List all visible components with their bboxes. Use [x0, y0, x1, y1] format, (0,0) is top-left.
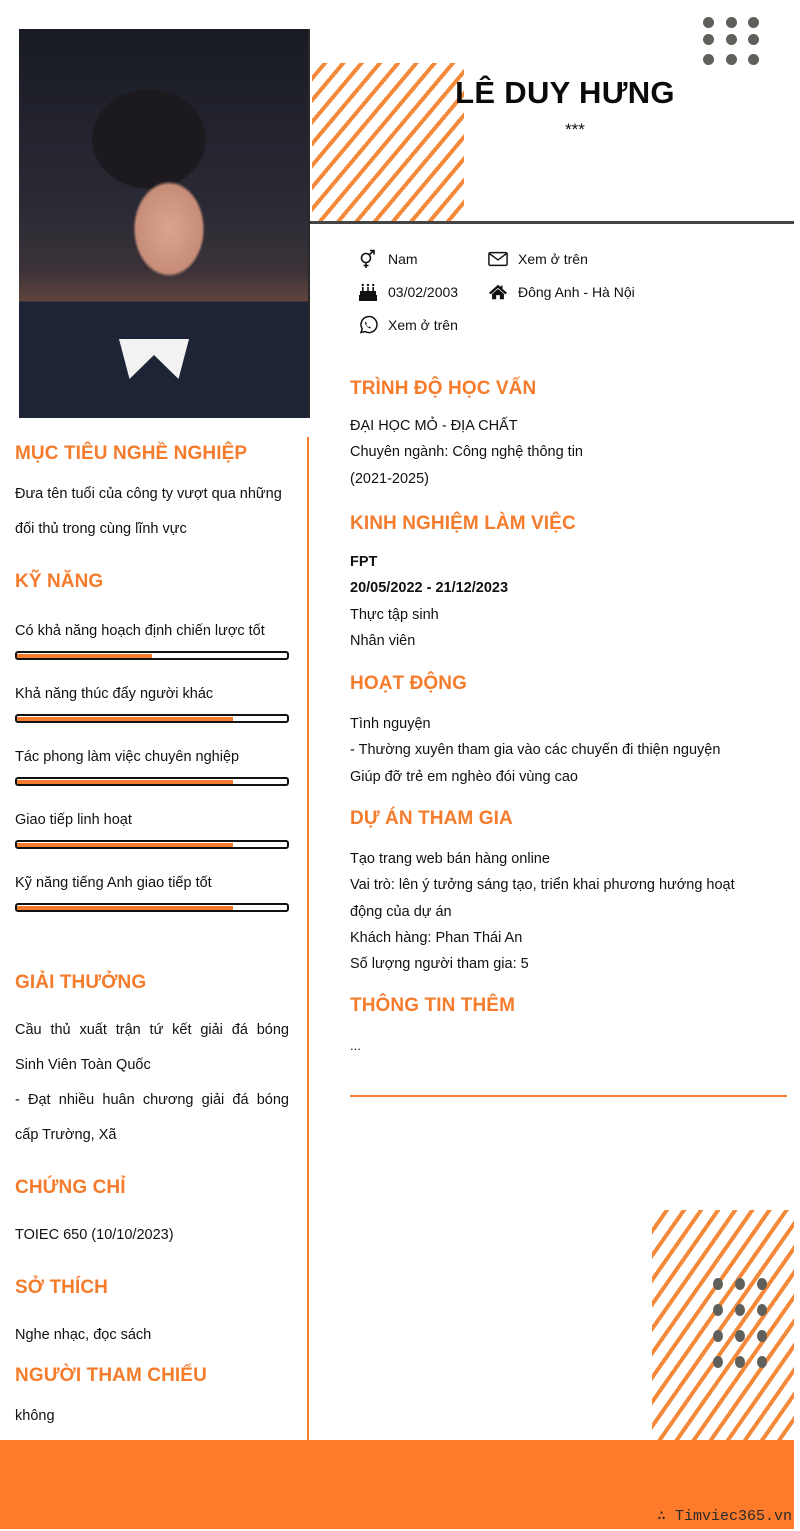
section-title-awards: GIẢI THƯỞNG — [15, 972, 147, 993]
contact-birthday: 03/02/2003 — [357, 282, 458, 302]
contact-email: Xem ở trên — [487, 249, 588, 269]
contact-address: Đông Anh - Hà Nội — [487, 282, 635, 302]
right-column-divider — [350, 1095, 787, 1097]
certificate-text: TOIEC 650 (10/10/2023) — [15, 1227, 174, 1243]
section-title-experience: KINH NGHIỆM LÀM VIỆC — [350, 513, 576, 534]
education-text: ĐẠI HỌC MỎ - ĐỊA CHẤT Chuyên ngành: Công nghệ thông tin (2021-2025) — [350, 418, 583, 487]
skill-bar-fill — [17, 906, 233, 912]
section-title-skills: KỸ NĂNG — [15, 571, 104, 592]
skill-bar-fill — [17, 780, 233, 786]
profile-photo — [19, 29, 310, 418]
awards-text: Cầu thủ xuất trận tứ kết giải đá bóng Sinh Viên Toàn Quốc - Đạt nhiều huân chương giải đá bóng cấp Trường, Xã — [15, 1022, 289, 1143]
section-title-references: NGƯỜI THAM CHIẾU — [15, 1365, 207, 1386]
section-title-education: TRÌNH ĐỘ HỌC VẤN — [350, 378, 537, 399]
hobbies-text: Nghe nhạc, đọc sách — [15, 1327, 152, 1343]
experience-text: FPT 20/05/2022 - 21/12/2023 Thực tập sinh Nhân viên — [350, 549, 780, 654]
watermark: ∴ Timviec365.vn — [656, 1508, 792, 1525]
experience-company: FPT — [350, 554, 378, 570]
skill-bar-fill — [17, 717, 233, 723]
gender-icon — [357, 249, 379, 269]
skill-label: Tác phong làm việc chuyên nghiệp — [15, 749, 240, 765]
skill-bar-fill — [17, 654, 152, 660]
additional-text: ... — [350, 1038, 361, 1053]
references-text: không — [15, 1408, 55, 1424]
skill-bar — [15, 777, 289, 786]
footer-band — [0, 1440, 794, 1529]
whatsapp-phone-icon — [357, 315, 379, 335]
candidate-name: LÊ DUY HƯNG — [455, 75, 675, 110]
section-title-activities: HOẠT ĐỘNG — [350, 673, 468, 694]
column-divider — [307, 437, 309, 1440]
skill-bar-fill — [17, 843, 233, 849]
skill-label: Kỹ năng tiếng Anh giao tiếp tốt — [15, 875, 212, 891]
objective-text: Đưa tên tuổi của công ty vượt qua những đối thủ trong cùng lĩnh vực — [15, 486, 282, 537]
section-title-certificates: CHỨNG CHỈ — [15, 1177, 126, 1198]
skill-bar — [15, 651, 289, 660]
section-title-objective: MỤC TIÊU NGHỀ NGHIỆP — [15, 443, 248, 464]
decorative-dots-bottom — [713, 1278, 767, 1368]
activities-text: Tình nguyện - Thường xuyên tham gia vào các chuyến đi thiện nguyện Giúp đỡ trẻ em nghèo đói vùng cao — [350, 716, 721, 785]
contact-gender: Nam — [357, 249, 418, 269]
header-divider — [310, 221, 794, 224]
skill-label: Có khả năng hoạch định chiến lược tốt — [15, 623, 265, 639]
skill-label: Giao tiếp linh hoạt — [15, 812, 132, 828]
birthday-cake-icon — [357, 282, 379, 302]
projects-text: Tạo trang web bán hàng online Vai trò: lên ý tưởng sáng tạo, triển khai phương hướng hoạt động của dự án Khách hàng: Phan Thái An Số lượng người tham gia: 5 — [350, 851, 735, 973]
skill-bar — [15, 840, 289, 849]
section-title-additional: THÔNG TIN THÊM — [350, 995, 515, 1016]
skill-bar — [15, 714, 289, 723]
candidate-subtitle: *** — [565, 120, 585, 139]
skill-bar — [15, 903, 289, 912]
envelope-icon — [487, 249, 509, 269]
skill-label: Khả năng thúc đẩy người khác — [15, 686, 214, 702]
contact-phone: Xem ở trên — [357, 315, 458, 335]
home-icon — [487, 282, 509, 302]
section-title-projects: DỰ ÁN THAM GIA — [350, 808, 513, 829]
decorative-dots-top — [703, 17, 759, 65]
section-title-hobbies: SỞ THÍCH — [15, 1277, 109, 1298]
experience-period: 20/05/2022 - 21/12/2023 — [350, 580, 509, 597]
